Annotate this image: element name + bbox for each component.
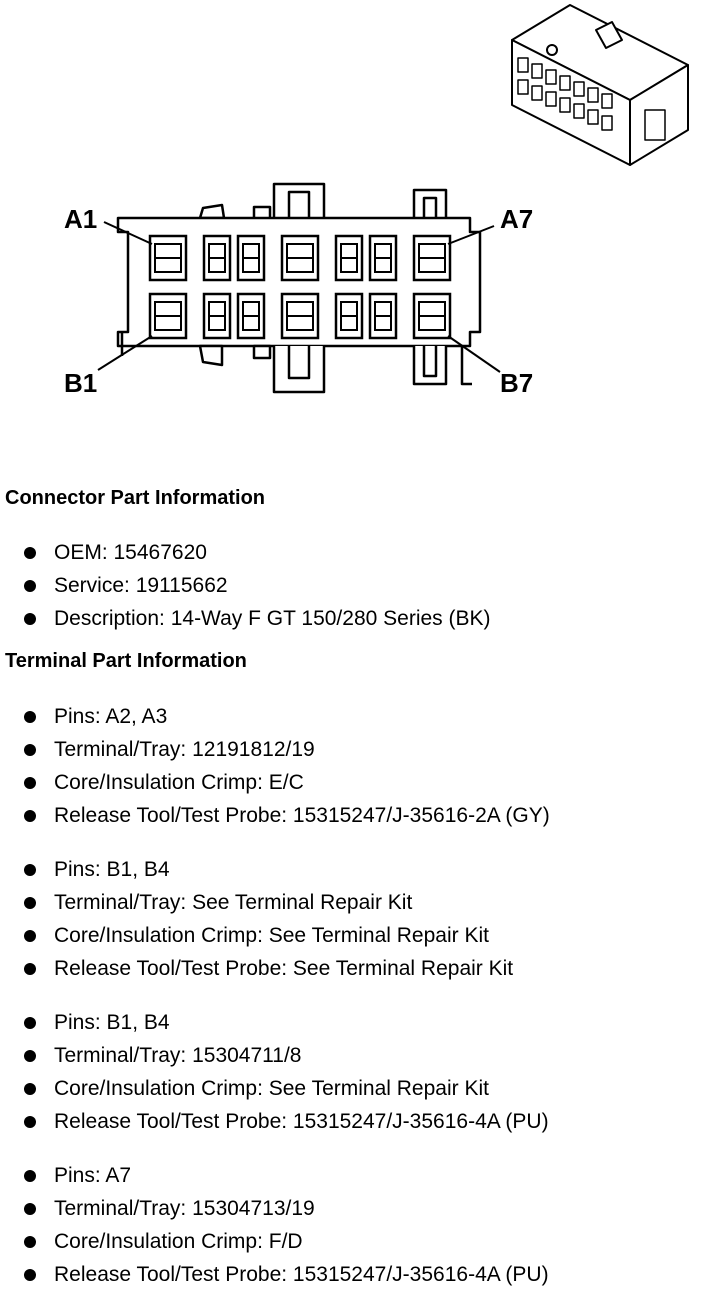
list-item xyxy=(0,1039,549,1072)
list-item xyxy=(0,1258,549,1291)
list-item-text: Service: 19115662 xyxy=(54,574,228,597)
connector-face-view xyxy=(118,184,480,392)
list-item xyxy=(0,886,513,919)
list-item-text: Terminal/Tray: 15304713/19 xyxy=(54,1197,315,1220)
list-item xyxy=(0,1225,549,1258)
cavity-a7 xyxy=(414,236,450,280)
list-item xyxy=(0,1105,549,1138)
cavity-b2 xyxy=(204,294,230,338)
cavity-a4 xyxy=(282,236,318,280)
cavity-b6 xyxy=(370,294,396,338)
list-item xyxy=(0,700,550,733)
bullet-icon xyxy=(24,744,36,756)
list-item xyxy=(0,1159,549,1192)
list-item-text: Terminal/Tray: See Terminal Repair Kit xyxy=(54,891,413,914)
bullet-icon xyxy=(24,777,36,789)
list-item-text: Pins: A2, A3 xyxy=(54,705,168,728)
terminal-group-2 xyxy=(0,853,513,985)
cavity-a1 xyxy=(150,236,186,280)
bullet-icon xyxy=(24,1050,36,1062)
list-item xyxy=(0,799,550,832)
list-item-text: Pins: B1, B4 xyxy=(54,1011,170,1034)
list-item-text: Release Tool/Test Probe: 15315247/J-35616-4A (PU) xyxy=(54,1263,549,1286)
bullet-icon xyxy=(24,711,36,723)
bullet-icon xyxy=(24,1170,36,1182)
connector-diagram xyxy=(0,0,704,420)
list-item-text: Release Tool/Test Probe: 15315247/J-35616-4A (PU) xyxy=(54,1110,549,1133)
list-item xyxy=(0,1006,549,1039)
bullet-icon xyxy=(24,547,36,559)
pin-label-a1: A1 xyxy=(64,204,98,234)
bullet-icon xyxy=(24,897,36,909)
bullet-icon xyxy=(24,1203,36,1215)
cavity-b5 xyxy=(336,294,362,338)
list-item xyxy=(0,569,491,602)
terminal-group-4 xyxy=(0,1159,549,1291)
bullet-icon xyxy=(24,930,36,942)
list-item xyxy=(0,1072,549,1105)
bullet-icon xyxy=(24,1236,36,1248)
list-item xyxy=(0,952,513,985)
list-item-text: Pins: B1, B4 xyxy=(54,858,170,881)
connector-part-info-heading: Connector Part Information xyxy=(5,487,266,509)
bullet-icon xyxy=(24,864,36,876)
bullet-icon xyxy=(24,1269,36,1281)
list-item xyxy=(0,1192,549,1225)
list-item-text: Release Tool/Test Probe: 15315247/J-35616-2A (GY) xyxy=(54,804,550,827)
pin-label-a7: A7 xyxy=(500,204,534,234)
list-item-text: Core/Insulation Crimp: E/C xyxy=(54,771,304,794)
list-item xyxy=(0,919,513,952)
cavity-a2 xyxy=(204,236,230,280)
cavity-b1 xyxy=(150,294,186,338)
list-item-text: Core/Insulation Crimp: F/D xyxy=(54,1230,303,1253)
list-item-text: Terminal/Tray: 15304711/8 xyxy=(54,1044,302,1067)
terminal-group-1 xyxy=(0,700,550,832)
cavity-a5 xyxy=(336,236,362,280)
pin-label-b1: B1 xyxy=(64,368,98,398)
cavity-b3 xyxy=(238,294,264,338)
terminal-group-3 xyxy=(0,1006,549,1138)
cavity-b4 xyxy=(282,294,318,338)
cavity-a6 xyxy=(370,236,396,280)
list-item xyxy=(0,733,550,766)
bullet-icon xyxy=(24,810,36,822)
bullet-icon xyxy=(24,1083,36,1095)
list-item xyxy=(0,766,550,799)
list-item-text: Description: 14-Way F GT 150/280 Series (BK) xyxy=(54,607,491,630)
terminal-part-info-heading: Terminal Part Information xyxy=(5,650,247,672)
list-item-text: Core/Insulation Crimp: See Terminal Repair Kit xyxy=(54,1077,489,1100)
list-item xyxy=(0,602,491,635)
bullet-icon xyxy=(24,963,36,975)
list-item-text: Release Tool/Test Probe: See Terminal Repair Kit xyxy=(54,957,514,980)
bullet-icon xyxy=(24,1116,36,1128)
pin-label-b7: B7 xyxy=(500,368,534,398)
connector-part-info-list xyxy=(0,536,491,635)
list-item-text: Pins: A7 xyxy=(54,1164,132,1187)
list-item-text: Core/Insulation Crimp: See Terminal Repair Kit xyxy=(54,924,489,947)
bullet-icon xyxy=(24,613,36,625)
cavity-b7 xyxy=(414,294,450,338)
list-item-text: OEM: 15467620 xyxy=(54,541,207,564)
bullet-icon xyxy=(24,1017,36,1029)
list-item-text: Terminal/Tray: 12191812/19 xyxy=(54,738,315,761)
bullet-icon xyxy=(24,580,36,592)
connector-isometric-view xyxy=(512,5,688,165)
list-item xyxy=(0,853,513,886)
list-item xyxy=(0,536,491,569)
cavity-a3 xyxy=(238,236,264,280)
